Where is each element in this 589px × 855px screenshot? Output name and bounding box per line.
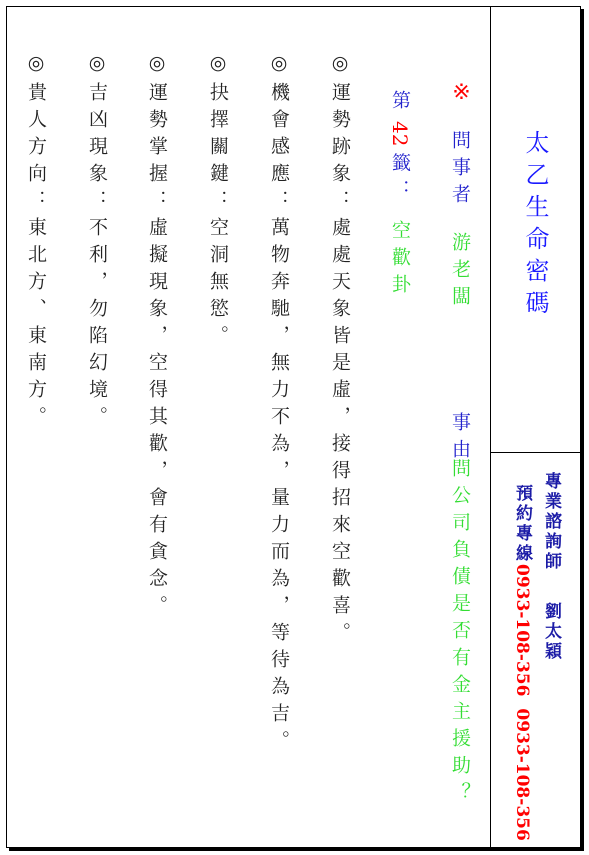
reading-label: ◎運勢掌握： (146, 52, 168, 217)
matter-label: 事由 (449, 412, 471, 466)
page-shadow-bottom (9, 848, 584, 851)
reading-text: 虛擬現象，空得其歡，會有貪念。 (146, 217, 168, 622)
reading-label: ◎抉擇關鍵： (207, 52, 229, 217)
asker-name: 游老闆 (449, 232, 471, 313)
sheet-title: 太乙生命密碼 (521, 130, 549, 322)
reading-text: 空洞無慾。 (207, 217, 229, 352)
header-divider (490, 452, 581, 453)
reading-text: 處處天象皆是虛，接得招來空歡喜。 (329, 217, 351, 649)
reading-label: ◎貴人方向： (25, 52, 47, 217)
matter-text: 問公司負債是否有金主援助？ (449, 458, 471, 809)
reading-fortune-control (147, 52, 166, 622)
panel-divider (490, 6, 491, 848)
reading-text: 不利，勿陷幻境。 (86, 217, 108, 433)
reading-label: ◎運勢跡象： (329, 52, 351, 217)
consultant-name: 劉太穎 (541, 602, 561, 662)
reading-opportunity (269, 52, 288, 757)
asker-label: 問事者 (449, 130, 471, 211)
lot-name: 空歡卦 (389, 220, 411, 302)
reading-label: ◎機會感應： (268, 52, 290, 217)
reading-decision-key (208, 52, 227, 352)
reading-text: 萬物奔馳，無力不為，量力而為，等待為吉。 (268, 217, 290, 757)
lot-prefix: 第 (389, 90, 411, 117)
reference-mark: ※ (449, 80, 474, 113)
consultant-label: 專業諮詢師 (541, 472, 561, 572)
reading-good-bad-omen (87, 52, 106, 433)
booking-label: 預約專線 (512, 484, 532, 564)
lot-suffix: 籤： (389, 152, 411, 207)
booking-phone-2: 0933-108-356 (512, 708, 532, 841)
booking-phone-1: 0933-108-356 (512, 564, 532, 697)
reading-label: ◎吉凶現象： (86, 52, 108, 217)
booking-line (513, 484, 530, 841)
consultant-line (542, 472, 559, 662)
reading-benefactor-direction (26, 52, 45, 433)
page-shadow-right (581, 9, 584, 851)
reading-text: 東北方、東南方。 (25, 217, 47, 433)
lot-number: 42 (388, 121, 412, 147)
reading-fortune-signs (330, 52, 349, 649)
lot-line (390, 90, 410, 301)
